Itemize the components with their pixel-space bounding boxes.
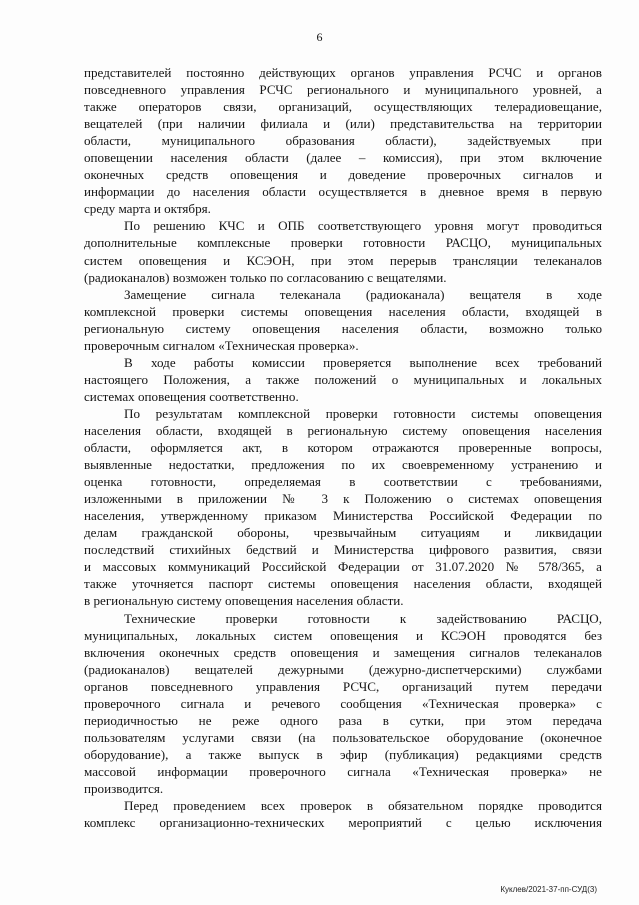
text-line: Технические проверки готовности к задействованию РАСЦО, bbox=[124, 610, 602, 626]
text-line: (радиоканалов) возможен только по согласованию с вещателями. bbox=[84, 269, 447, 285]
text-line: оконечных средств оповещения и доведение проверочных сигналов и bbox=[84, 167, 602, 183]
text-line: пользователям услугами связи (на пользовательское оборудование (оконечное bbox=[84, 729, 602, 745]
text-line: области, муниципального образования области), задействуемых при bbox=[84, 133, 602, 149]
text-line: дополнительные комплексные проверки готовности РАСЦО, муниципальных bbox=[84, 235, 602, 251]
text-line: делам гражданской обороны, чрезвычайным ситуациям и ликвидации bbox=[84, 525, 602, 541]
text-line: среду марта и октября. bbox=[84, 201, 211, 217]
page-number: 6 bbox=[316, 30, 323, 44]
text-line: представителей постоянно действующих органов управления РСЧС и органов bbox=[84, 65, 602, 80]
text-line: периодичностью не реже одного раза в сутки, при этом передача bbox=[84, 712, 602, 728]
text-line: населения, утвержденному приказом Министерства Российской Федерации по bbox=[84, 508, 602, 524]
text-line: Перед проведением всех проверок в обязательном порядке проводится bbox=[124, 798, 602, 814]
text-line: населения области, входящей в региональную систему оповещения населения bbox=[84, 422, 602, 438]
text-line: В ходе работы комиссии проверяется выполнение всех требований bbox=[124, 354, 602, 370]
text-line: системах оповещения соответственно. bbox=[84, 388, 299, 404]
text-line: систем оповещения и КСЭОН, при этом перерыв трансляции телеканалов bbox=[84, 252, 602, 268]
text-line: проверочным сигналом «Техническая проверка». bbox=[84, 337, 359, 353]
text-line: оповещении населения области (далее – комиссия), при этом включение bbox=[84, 150, 602, 166]
text-line: в региональную систему оповещения населения области. bbox=[84, 593, 404, 609]
text-line: производится. bbox=[84, 780, 164, 796]
text-line: также уточняется паспорт системы оповещения населения области, входящей bbox=[84, 576, 602, 592]
text-line: Замещение сигнала телеканала (радиоканала) вещателя в ходе bbox=[124, 286, 602, 302]
text-line: органов повседневного управления РСЧС, организаций путем передачи bbox=[84, 678, 602, 694]
text-line: массовой информации проверочного сигнала «Техническая проверка» не bbox=[84, 763, 602, 779]
text-line: По решению КЧС и ОПБ соответствующего уровня могут проводиться bbox=[124, 218, 602, 234]
text-line: изложенными в приложении № 3 к Положению о системах оповещения bbox=[84, 491, 602, 507]
text-line: комплекс организационно-технических мероприятий с целью исключения bbox=[84, 815, 602, 831]
text-line: вещателей (при наличии филиала и (или) представительства на территории bbox=[84, 116, 602, 132]
text-line: включения оконечных средств оповещения и замещения сигналов телеканалов bbox=[84, 644, 602, 660]
body-text bbox=[84, 64, 602, 831]
text-line: также операторов связи, организаций, осуществляющих телерадиовещание, bbox=[84, 99, 602, 115]
text-line: (радиоканалов) вещателей дежурными (дежурно-диспетчерскими) службами bbox=[84, 661, 602, 677]
text-line: муниципальных, локальных систем оповещения и КСЭОН проводятся без bbox=[84, 627, 602, 643]
text-line: региональную систему оповещения населения области, возможно только bbox=[84, 320, 602, 336]
text-line: По результатам комплексной проверки готовности системы оповещения bbox=[124, 405, 602, 421]
text-line: информации до населения области осуществляется в дневное время в первую bbox=[84, 184, 602, 200]
text-line: оценка готовности, определяемая в соответствии с требованиями, bbox=[84, 474, 602, 490]
text-line: оборудование), а также выпуск в эфир (публикация) редакциями средств bbox=[84, 746, 602, 762]
text-line: последствий стихийных бедствий и Министерства цифрового развития, связи bbox=[84, 542, 602, 558]
text-line: комплексной проверки системы оповещения населения области, входящей в bbox=[84, 303, 602, 319]
text-line: настоящего Положения, а также положений о муниципальных и локальных bbox=[84, 371, 602, 387]
text-line: области, оформляется акт, в котором отражаются проверенные вопросы, bbox=[84, 440, 602, 456]
text-line: и массовых коммуникаций Российской Федерации от 31.07.2020 № 578/365, а bbox=[84, 559, 602, 575]
text-line: выявленные недостатки, предложения по их своевременному устранению и bbox=[84, 457, 602, 473]
document-code: Куклев/2021-37-пп-СУД(3) bbox=[500, 885, 597, 894]
text-line: проверочного сигнала и речевого сообщения «Техническая проверка» с bbox=[84, 695, 602, 711]
text-line: повседневного управления РСЧС регионального и муниципального уровней, а bbox=[84, 82, 602, 98]
